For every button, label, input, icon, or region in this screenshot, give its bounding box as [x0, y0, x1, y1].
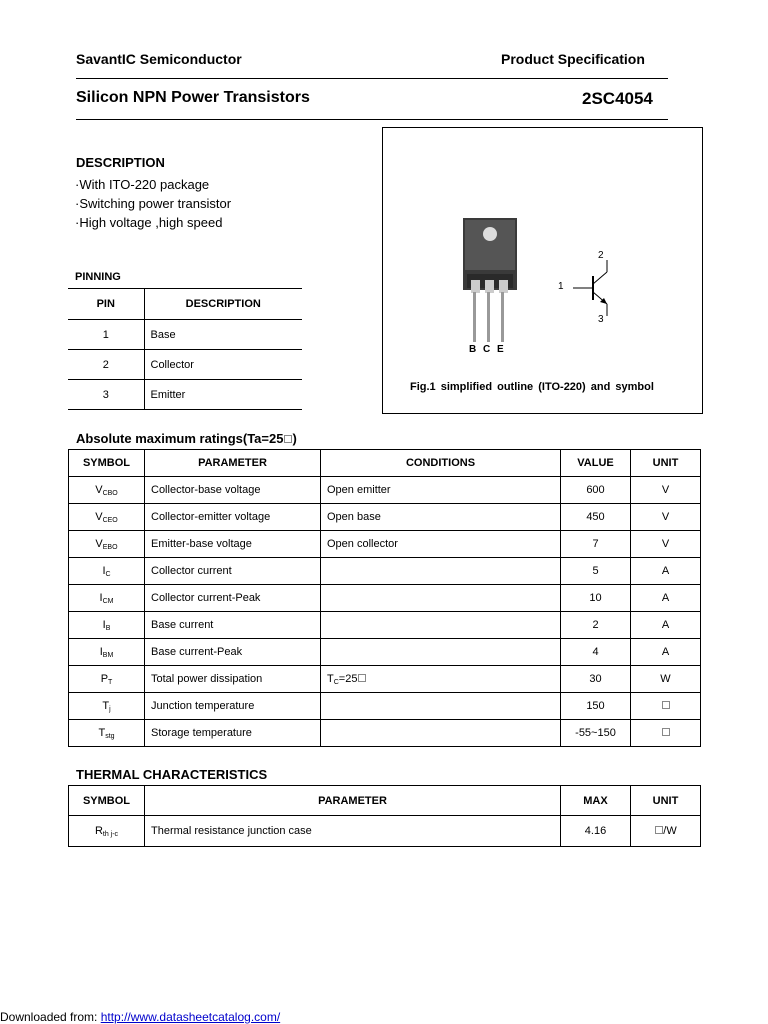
pin-description: Collector [144, 350, 302, 380]
doc-type: Product Specification [501, 51, 645, 67]
table-row [69, 558, 701, 585]
table-row [69, 477, 701, 504]
datasheet-link[interactable]: http://www.datasheetcatalog.com/ [100, 1010, 281, 1024]
rating-symbol: $P_T$ [69, 666, 145, 693]
description-item: ·Switching power transistor [75, 196, 232, 211]
rating-conditions: Open base [321, 504, 561, 531]
rating-unit: A [631, 612, 701, 639]
pin-desc-col-header: DESCRIPTION [144, 289, 302, 320]
rating-unit: A [631, 585, 701, 612]
pin-description: Base [144, 320, 302, 350]
table-row [69, 816, 701, 847]
rating-unit [631, 720, 701, 747]
conditions-col-header: CONDITIONS [321, 450, 561, 477]
rating-value: 450 [561, 504, 631, 531]
rating-conditions: Open collector [321, 531, 561, 558]
transistor-package-image [453, 212, 533, 362]
value-col-header: VALUE [561, 450, 631, 477]
rating-parameter: Collector-base voltage [145, 477, 321, 504]
pinning-heading: PINNING [75, 271, 121, 283]
rating-parameter: Collector current-Peak [145, 585, 321, 612]
pin-number: 1 [68, 320, 144, 350]
rating-value: 10 [561, 585, 631, 612]
rating-parameter: Base current [145, 612, 321, 639]
rating-conditions: $T_C=25$ [321, 666, 561, 693]
thermal-symbol-col-header: SYMBOL [69, 786, 145, 816]
thermal-parameter-col-header: PARAMETER [145, 786, 561, 816]
degree-celsius-icon [358, 674, 366, 682]
rating-unit [631, 693, 701, 720]
header-rule-top [76, 78, 668, 79]
table-row [69, 531, 701, 558]
thermal-table [68, 785, 701, 847]
rating-value: 2 [561, 612, 631, 639]
rating-conditions [321, 612, 561, 639]
rating-value: 30 [561, 666, 631, 693]
table-row [69, 639, 701, 666]
rating-parameter: Collector current [145, 558, 321, 585]
rating-symbol: $V_{EBO}$ [69, 531, 145, 558]
rating-value: -55~150 [561, 720, 631, 747]
footer-prefix: Downloaded from: [0, 1010, 101, 1024]
rating-unit: V [631, 477, 701, 504]
description-list [75, 175, 231, 232]
rating-conditions: Open emitter [321, 477, 561, 504]
rating-conditions [321, 585, 561, 612]
table-row [69, 585, 701, 612]
lead-labels: B C E [469, 344, 506, 355]
part-number: 2SC4054 [582, 89, 653, 108]
rating-conditions [321, 693, 561, 720]
thermal-parameter: Thermal resistance junction case [145, 816, 561, 847]
rating-symbol: $I_C$ [69, 558, 145, 585]
symbol-col-header: SYMBOL [69, 450, 145, 477]
table-row [69, 612, 701, 639]
abs-max-heading-text: Absolute maximum ratings(Ta=25 [76, 431, 284, 446]
rating-parameter: Junction temperature [145, 693, 321, 720]
rating-unit: V [631, 531, 701, 558]
pin-description: Emitter [144, 380, 302, 410]
thermal-max: 4.16 [561, 816, 631, 847]
rating-unit: A [631, 558, 701, 585]
rating-value: 4 [561, 639, 631, 666]
thermal-symbol: $R_{th j-c}$ [69, 816, 145, 847]
description-heading: DESCRIPTION [76, 155, 165, 170]
rating-symbol: $V_{CBO}$ [69, 477, 145, 504]
figure-box [382, 127, 703, 414]
description-item: ·High voltage ,high speed [75, 215, 223, 230]
unit-col-header: UNIT [631, 450, 701, 477]
pin-label-1: 1 [558, 281, 564, 292]
table-row [69, 666, 701, 693]
abs-max-table [68, 449, 701, 747]
page-title: Silicon NPN Power Transistors [76, 89, 310, 106]
rating-symbol: $I_{CM}$ [69, 585, 145, 612]
rating-value: 5 [561, 558, 631, 585]
pin-label-2: 2 [598, 250, 604, 261]
table-row [68, 380, 302, 410]
rating-symbol: $I_B$ [69, 612, 145, 639]
thermal-unit: /W [631, 816, 701, 847]
rating-parameter: Collector-emitter voltage [145, 504, 321, 531]
rating-value: 150 [561, 693, 631, 720]
rating-conditions [321, 558, 561, 585]
pin-number: 2 [68, 350, 144, 380]
abs-max-rows [69, 477, 701, 747]
table-row [69, 693, 701, 720]
header-rule-bottom [76, 119, 668, 120]
thermal-heading: THERMAL CHARACTERISTICS [76, 767, 268, 782]
rating-parameter: Total power dissipation [145, 666, 321, 693]
pin-number: 3 [68, 380, 144, 410]
rating-value: 7 [561, 531, 631, 558]
pin-label-3: 3 [598, 314, 604, 325]
rating-value: 600 [561, 477, 631, 504]
rating-parameter: Emitter-base voltage [145, 531, 321, 558]
rating-parameter: Storage temperature [145, 720, 321, 747]
rating-symbol: $T_j$ [69, 693, 145, 720]
rating-symbol: $T_{stg}$ [69, 720, 145, 747]
rating-symbol: $V_{CEO}$ [69, 504, 145, 531]
degree-celsius-icon [662, 701, 670, 709]
thermal-unit-col-header: UNIT [631, 786, 701, 816]
npn-symbol-icon [565, 254, 625, 324]
rating-parameter: Base current-Peak [145, 639, 321, 666]
figure-caption: Fig.1 simplified outline (ITO-220) and symbol [410, 381, 654, 393]
parameter-col-header: PARAMETER [145, 450, 321, 477]
rating-conditions [321, 639, 561, 666]
rating-conditions [321, 720, 561, 747]
table-row [69, 720, 701, 747]
pinning-table [68, 288, 302, 410]
rating-unit: V [631, 504, 701, 531]
rating-unit: A [631, 639, 701, 666]
rating-symbol: $I_{BM}$ [69, 639, 145, 666]
description-item: ·With ITO-220 package [75, 177, 210, 192]
table-row [68, 320, 302, 350]
rating-unit: W [631, 666, 701, 693]
company-name: SavantIC Semiconductor [76, 51, 242, 67]
footer [0, 1010, 280, 1024]
thermal-max-col-header: MAX [561, 786, 631, 816]
degree-celsius-icon [662, 728, 670, 736]
abs-max-heading: Absolute maximum ratings(Ta=25 ) [76, 431, 297, 446]
table-row [68, 350, 302, 380]
table-row [69, 504, 701, 531]
pin-col-header: PIN [68, 289, 144, 320]
